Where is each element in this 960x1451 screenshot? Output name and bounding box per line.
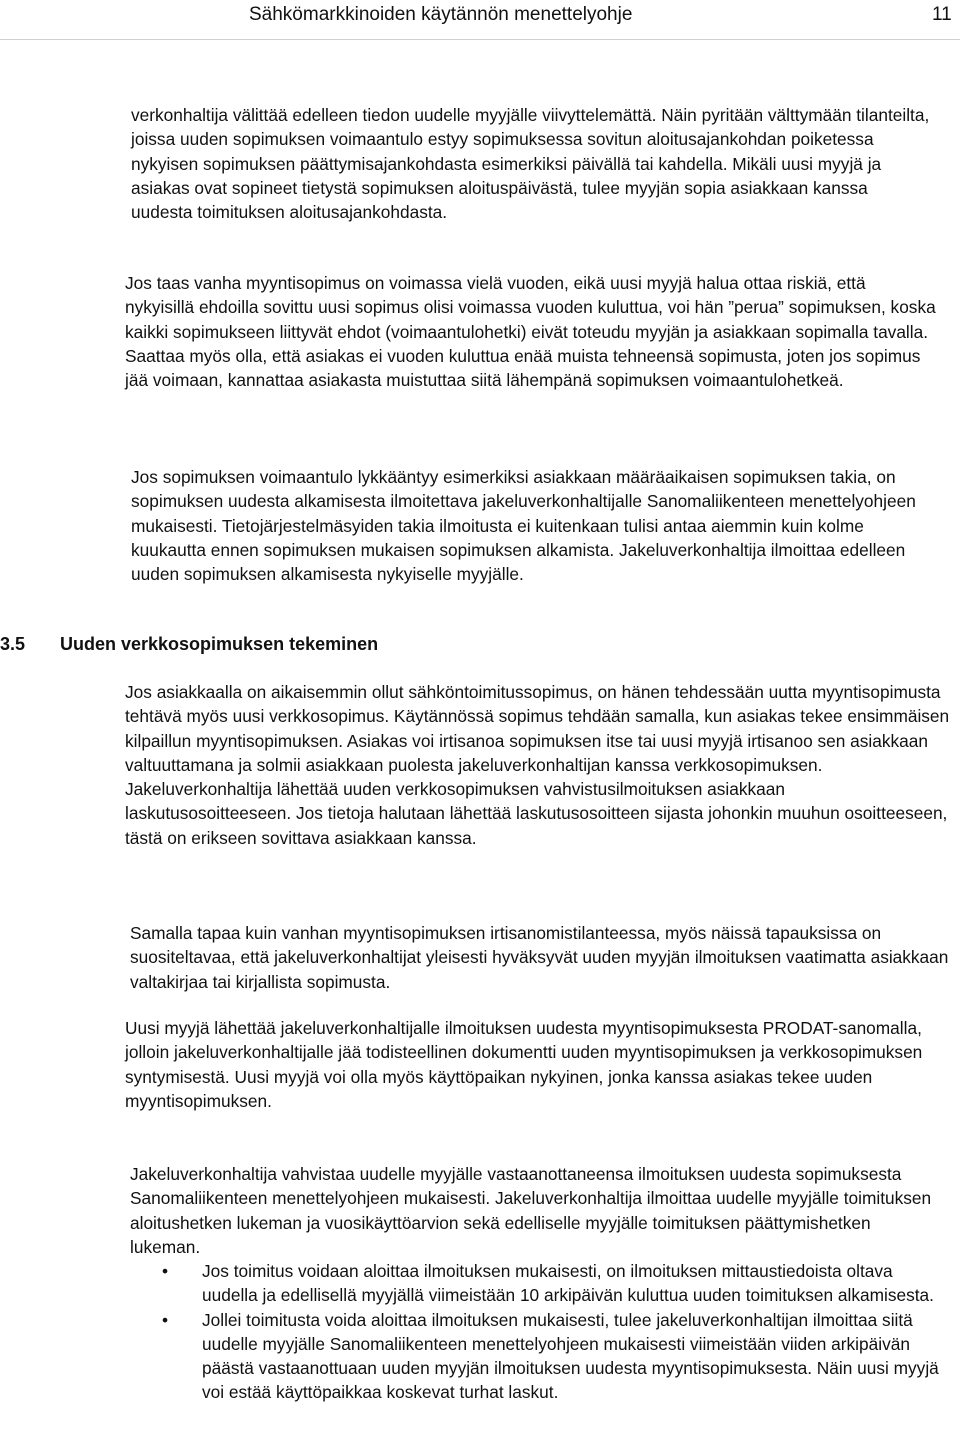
bullet-text: Jollei toimitusta voida aloittaa ilmoituksen mukaisesti, tulee jakeluverkonhaltijan ilmoittaa siitä uudelle myyjälle Sanomaliikenteen menettelyohjeen mukaisesti viimeistään viiden arkipäivän päästä vastaanottuaan uuden myyjän ilmoituksen uudesta myyntisopimuksesta. Näin uusi myyjä voi estää käyttöpaikkaa koskevat turhat laskut. xyxy=(202,1309,939,1403)
section-paragraph-3: Uusi myyjä lähettää jakeluverkonhaltijalle ilmoituksen uudesta myyntisopimuksesta PRODAT-sanomalla, jolloin jakeluverkonhaltijalle jää todisteellinen dokumentti uuden myyntisopimuksen ja verkkosopimuksen syntymisestä. Uusi myyjä voi olla myös käyttöpaikan nykyinen, jonka kanssa asiakas tekee uuden myyntisopimuksen. xyxy=(125,1018,923,1111)
document-title: Sähkömarkkinoiden käytännön menettelyohje xyxy=(249,4,633,25)
page-header xyxy=(0,0,960,40)
paragraph-3: Jos sopimuksen voimaantulo lykkääntyy esimerkiksi asiakkaan määräaikaisen sopimuksen takia, on sopimuksen uudesta alkamisesta ilmoitettava jakeluverkonhaltijalle Sanomaliikenteen menettelyohjeen mukaisesti. Tietojärjestelmäsyiden takia ilmoitusta ei kuitenkaan tulisi antaa aiemmin kuin kolme kuukautta ennen sopimuksen mukaisen sopimuksen alkamista. Jakeluverkonhaltija ilmoittaa edelleen uuden sopimuksen alkamisesta nykyiselle myyjälle. xyxy=(131,467,916,585)
section-number: 3.5 xyxy=(0,634,26,654)
header-divider xyxy=(0,39,960,40)
bullet-icon: • xyxy=(162,1309,169,1330)
section-heading xyxy=(0,634,378,655)
section-paragraph-1: Jos asiakkaalla on aikaisemmin ollut sähköntoimitussopimus, on hänen tehdessään uutta myyntisopimusta tehtävä myös uusi verkkosopimus. Käytännössä sopimus tehdään samalla, kun asiakas tekee ensimmäisen kilpaillun myyntisopimuksen. Asiakas voi irtisanoa sopimuksen itse tai uusi myyjä irtisanoo sen asiakkaan valtuuttamana ja solmii asiakkaan puolesta jakeluverkonhaltijan kanssa verkkosopimuksen. Jakeluverkonhaltija lähettää uuden verkkosopimuksen vahvistusilmoituksen asiakkaan laskutusosoitteeseen. Jos tietoja halutaan lähettää laskutusosoitteen sijasta johonkin muuhun osoitteeseen, tästä on erikseen sovittava asiakkaan kanssa. xyxy=(125,682,950,848)
page-number: 11 xyxy=(932,4,952,25)
section-paragraph-2: Samalla tapaa kuin vanhan myyntisopimuksen irtisanomistilanteessa, myös näissä tapauksissa on suositeltavaa, että jakeluverkonhaltijat yleisesti hyväksyvät uuden myyjän ilmoituksen vaatimatta asiakkaan valtakirjaa tai kirjallista sopimusta. xyxy=(130,923,949,992)
paragraph-2: Jos taas vanha myyntisopimus on voimassa vielä vuoden, eikä uusi myyjä halua ottaa riskiä, että nykyisillä ehdoilla sovittu uusi sopimus olisi voimassa vuoden kuluttua, voi hän ”perua” sopimuksen, koska kaikki sopimukseen liittyvät ehdot (voimaantulohetki) eivät toteudu myyjän ja asiakkaan sopimalla tavalla. Saattaa myös olla, että asiakas ei vuoden kuluttua enää muista tehneensä sopimusta, joten jos sopimus jää voimaan, kannattaa asiakasta muistuttaa siitä lähempänä sopimuksen voimaantulohetkeä. xyxy=(125,273,936,391)
paragraph-1: verkonhaltija välittää edelleen tiedon uudelle myyjälle viivyttelemättä. Näin pyritään välttymään tilanteilta, joissa uuden sopimuksen voimaantulo estyy sopimuksessa sovitun aloitusajankohdan poiketessa nykyisen sopimuksen päättymisajankohdasta esimerkiksi päivällä tai kahdella. Mikäli uusi myyjä ja asiakas ovat sopineet tietystä sopimuksen aloituspäivästä, tulee myyjän sopia asiakkaan kanssa uudesta toimituksen aloitusajankohdasta. xyxy=(131,105,930,223)
bullet-item xyxy=(130,1308,950,1405)
section-title: Uuden verkkosopimuksen tekeminen xyxy=(60,634,379,654)
section-paragraph-4: Jakeluverkonhaltija vahvistaa uudelle myyjälle vastaanottaneensa ilmoituksen uudesta sopimuksesta Sanomaliikenteen menettelyohjeen mukaisesti. Jakeluverkonhaltija ilmoittaa uudelle myyjälle toimituksen aloitushetken lukeman ja vuosikäyttöarvion sekä edelliselle myyjälle toimituksen päättymishetken lukeman. xyxy=(130,1164,932,1257)
bullet-text: Jos toimitus voidaan aloittaa ilmoituksen mukaisesti, on ilmoituksen mittaustiedoista oltava uudella ja edellisellä myyjällä viimeistään 10 arkipäivän kuluttua uuden toimituksen alkamisesta. xyxy=(202,1261,934,1306)
bullet-icon: • xyxy=(162,1261,169,1281)
bullet-list xyxy=(130,1259,950,1405)
bullet-item xyxy=(130,1259,950,1308)
